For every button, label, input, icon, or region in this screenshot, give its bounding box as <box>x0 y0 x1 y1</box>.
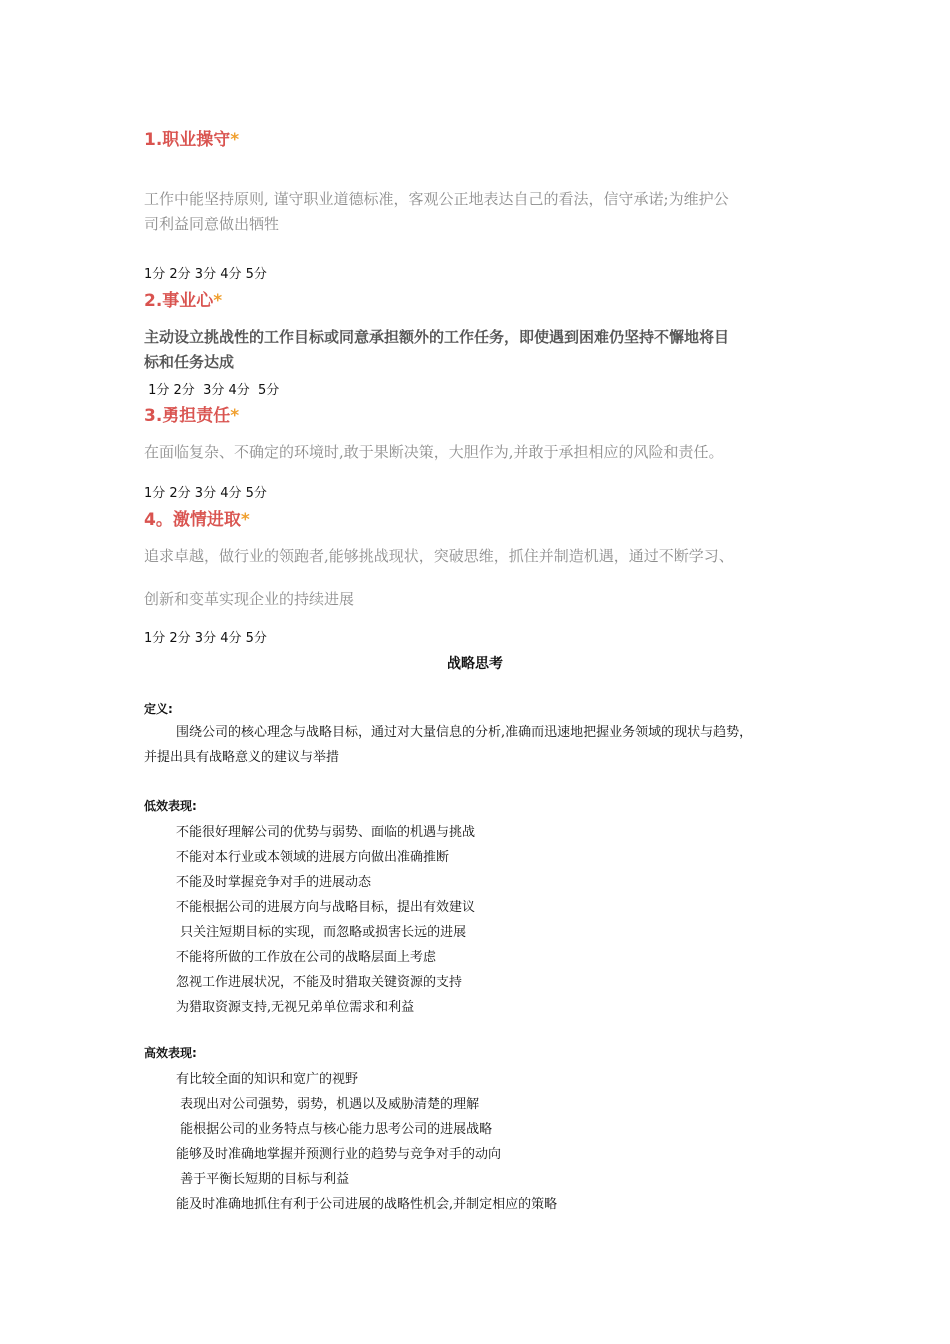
question-1-desc-line-1: 工作中能坚持原则, 谨守职业道德标准，客观公正地表达自己的看法，信守承诺;为维护公 <box>144 190 729 208</box>
high-performance-label: 高效表现: <box>144 1046 197 1060</box>
question-4-desc-line-2: 创新和变革实现企业的持续进展 <box>144 590 355 608</box>
low-performance-item: 忽视工作进展状况，不能及时猎取关键资源的支持 <box>176 975 463 990</box>
high-performance-item: 表现出对公司强势，弱势，机遇以及威胁清楚的理解 <box>176 1097 480 1112</box>
high-performance-item: 有比较全面的知识和宽广的视野 <box>176 1072 359 1087</box>
low-performance-item: 只关注短期目标的实现，而忽略或损害长远的进展 <box>176 925 467 940</box>
high-performance-item: 能及时准确地抓住有利于公司进展的战略性机会,并制定相应的策略 <box>176 1197 558 1212</box>
question-title-text: 1.职业操守 <box>144 130 231 150</box>
high-performance-item: 能够及时准确地掌握并预测行业的趋势与竞争对手的动向 <box>176 1147 502 1162</box>
low-performance-item: 不能及时掌握竞争对手的进展动态 <box>176 875 372 890</box>
question-2-title <box>144 286 222 311</box>
low-performance-item: 为猎取资源支持,无视兄弟单位需求和利益 <box>176 1000 415 1015</box>
question-4-title <box>144 505 250 530</box>
definition-line-2: 并提出具有战略意义的建议与举措 <box>144 750 340 765</box>
question-2-desc-line-1: 主动设立挑战性的工作目标或同意承担额外的工作任务，即使遇到困难仍坚持不懈地将目 <box>144 328 730 346</box>
low-performance-item: 不能很好理解公司的优势与弱势、面临的机遇与挑战 <box>176 825 476 840</box>
low-performance-item: 不能将所做的工作放在公司的战略层面上考虑 <box>176 950 437 965</box>
low-performance-item: 不能对本行业或本领域的进展方向做出准确推断 <box>176 850 450 865</box>
question-title-text: 2.事业心 <box>144 291 214 311</box>
low-performance-label: 低效表现: <box>144 799 197 813</box>
low-performance-item: 不能根据公司的进展方向与战略目标，提出有效建议 <box>176 900 476 915</box>
question-1-title <box>144 125 239 150</box>
definition-line-1: 围绕公司的核心理念与战略目标，通过对大量信息的分析,准确而迅速地把握业务领域的现状与趋势， <box>176 725 753 740</box>
required-star-icon: * <box>213 291 223 311</box>
question-3-title <box>144 401 239 426</box>
question-2-rating-scale[interactable]: 1分 2分 3分 4分 5分 <box>144 383 280 398</box>
question-3-desc-line-1: 在面临复杂、不确定的环境时,敢于果断决策，大胆作为,并敢于承担相应的风险和责任。 <box>144 443 724 461</box>
question-title-text: 4。激情进取 <box>144 510 241 530</box>
required-star-icon: * <box>230 130 240 150</box>
question-2-desc-line-2: 标和任务达成 <box>144 353 235 371</box>
question-4-desc-line-1: 追求卓越，做行业的领跑者,能够挑战现状，突破思维，抓住并制造机遇，通过不断学习、 <box>144 547 734 565</box>
definition-label: 定义: <box>144 702 173 716</box>
question-title-text: 3.勇担责任 <box>144 406 231 426</box>
question-3-rating-scale[interactable]: 1分 2分 3分 4分 5分 <box>144 486 267 501</box>
required-star-icon: * <box>240 510 250 530</box>
question-4-rating-scale[interactable]: 1分 2分 3分 4分 5分 <box>144 631 267 646</box>
question-1-rating-scale[interactable]: 1分 2分 3分 4分 5分 <box>144 267 267 282</box>
required-star-icon: * <box>230 406 240 426</box>
high-performance-item: 能根据公司的业务特点与核心能力思考公司的进展战略 <box>176 1122 493 1137</box>
question-1-desc-line-2: 司利益同意做出牺牲 <box>144 215 280 233</box>
high-performance-item: 善于平衡长短期的目标与利益 <box>176 1172 350 1187</box>
section-title: 战略思考 <box>447 656 503 672</box>
